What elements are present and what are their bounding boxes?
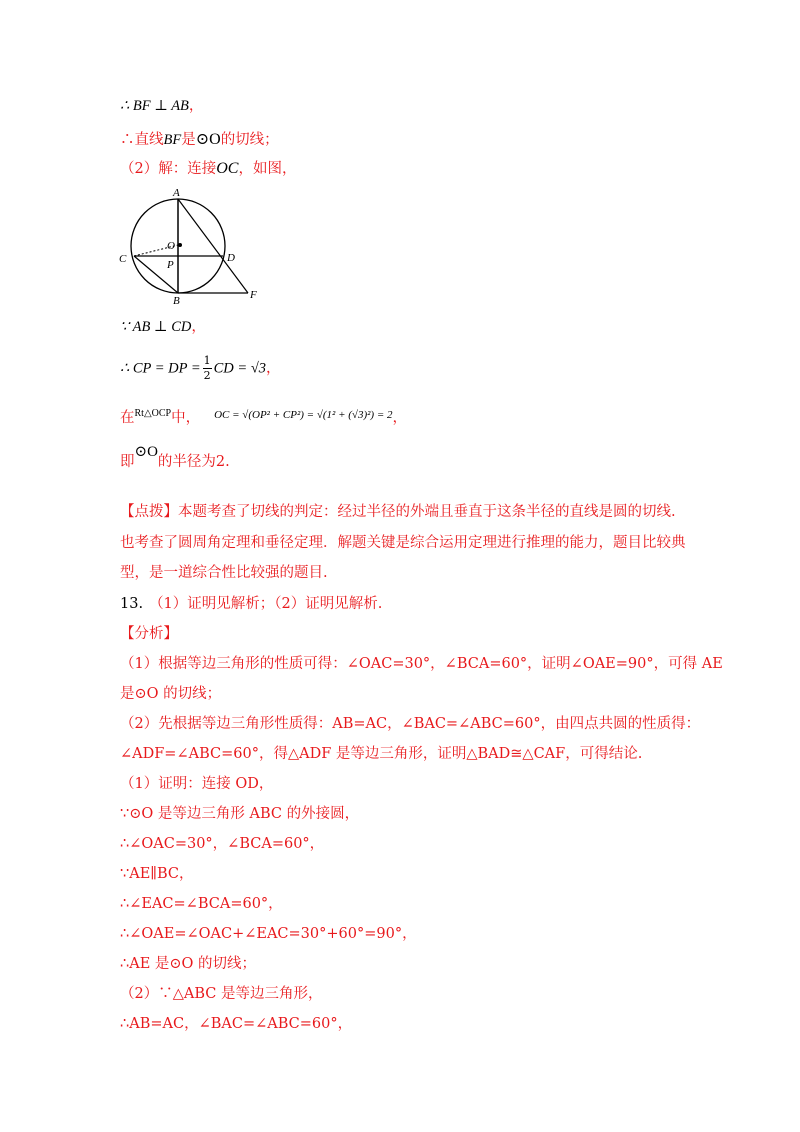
tip-line-1: 【点拨】本题考查了切线的判定：经过半径的外端且垂直于这条半径的直线是圆的切线. xyxy=(120,504,676,520)
punct: ， xyxy=(188,98,204,114)
math-oc: OC xyxy=(216,160,239,177)
line-radius-result xyxy=(120,444,230,472)
text-middle: 中， xyxy=(171,410,201,426)
analysis-line-1: （1）根据等边三角形的性质可得：∠OAC=30°，∠BCA=60°，证明∠OAE=90°，可得 AE xyxy=(120,656,723,672)
label-b: B xyxy=(173,295,180,306)
text-namely: 即 xyxy=(120,454,135,470)
line-bf-perp-ab xyxy=(120,96,203,116)
tip-line-2: 也考查了圆周角定理和垂径定理．解题关键是综合运用定理进行推理的能力，题目比较典 xyxy=(120,535,686,551)
analysis-line-2: 是⊙O 的切线； xyxy=(120,686,222,702)
math-rt-triangle-ocp: Rt△OCP xyxy=(134,408,172,419)
math-cp-dp: ∴ CP = DP = xyxy=(120,360,201,377)
label-d: D xyxy=(227,252,235,264)
line-rt-ocp xyxy=(120,404,407,428)
line-ab-perp-cd xyxy=(120,317,206,337)
math-ab-perp-cd: ∵ AB ⊥ CD xyxy=(120,319,192,335)
fraction-numerator: 1 xyxy=(203,354,211,367)
label-f: F xyxy=(250,289,257,301)
proof-line-2: ∵⊙O 是等边三角形 ABC 的外接圆， xyxy=(120,806,360,822)
circle-geometry-figure xyxy=(115,186,265,306)
proof-line-4: ∵AE∥BC， xyxy=(120,866,194,882)
proof-line-5: ∴∠EAC=∠BCA=60°， xyxy=(120,896,283,912)
question-answer: （1）证明见解析；（2）证明见解析. xyxy=(149,596,383,612)
analysis-line-4: ∠ADF=∠ABC=60°，得△ADF 是等边三角形，证明△BAD≅△CAF，可得结论. xyxy=(120,746,643,762)
analysis-heading: 【分析】 xyxy=(120,626,178,642)
proof-line-3: ∴∠OAC=30°，∠BCA=60°， xyxy=(120,836,325,852)
text-as-figure: ，如图， xyxy=(238,161,297,177)
tip-line-3: 型，是一道综合性比较强的题目. xyxy=(120,565,328,581)
question-number: 13. xyxy=(120,596,144,612)
proof-line-9: ∴AB=AC，∠BAC=∠ABC=60°， xyxy=(120,1016,353,1032)
circle-o-symbol: ⊙O xyxy=(134,444,158,460)
math-oc-formula: OC = √(OP² + CP²) = √(1² + (√3)²) = 2 xyxy=(214,409,393,421)
line-bf-tangent xyxy=(120,130,279,150)
proof-line-8: （2）∵△ABC 是等边三角形， xyxy=(120,986,323,1002)
label-p: P xyxy=(167,259,174,271)
question-13 xyxy=(120,594,382,614)
fraction-denominator: 2 xyxy=(203,369,211,382)
analysis-line-3: （2）先根据等边三角形性质得：AB=AC，∠BAC=∠ABC=60°，由四点共圆的性质得： xyxy=(120,716,701,732)
text-solution-connect: （2）解：连接 xyxy=(120,161,217,177)
proof-line-7: ∴AE 是⊙O 的切线； xyxy=(120,956,257,972)
punct: ， xyxy=(266,360,281,377)
line-af xyxy=(178,199,248,293)
text-tangent: 的切线； xyxy=(220,132,279,148)
label-a: A xyxy=(173,187,180,199)
line-connect-oc xyxy=(120,159,296,179)
punct: ， xyxy=(191,319,206,335)
math-bf-perp-ab: ∴ BF ⊥ AB xyxy=(120,98,189,114)
text-radius-is-2: 的半径为2. xyxy=(157,454,230,470)
text-in: 在 xyxy=(120,410,135,426)
proof-line-1: （1）证明：连接 OD， xyxy=(120,776,274,792)
text-is: 是 xyxy=(181,132,196,148)
math-cd-sqrt3: CD = √3 xyxy=(213,360,267,377)
text-therefore-line: ∴直线 xyxy=(120,132,164,148)
label-o: O xyxy=(167,240,175,252)
math-bf: BF xyxy=(163,132,182,148)
center-dot xyxy=(178,243,182,247)
line-cp-dp xyxy=(120,354,281,383)
proof-line-6: ∴∠OAE=∠OAC+∠EAC=30°+60°=90°， xyxy=(120,926,417,942)
punct: ， xyxy=(392,410,407,426)
fraction-half xyxy=(203,354,212,383)
label-c: C xyxy=(119,253,127,265)
circle-o-symbol: ⊙O xyxy=(195,131,221,148)
